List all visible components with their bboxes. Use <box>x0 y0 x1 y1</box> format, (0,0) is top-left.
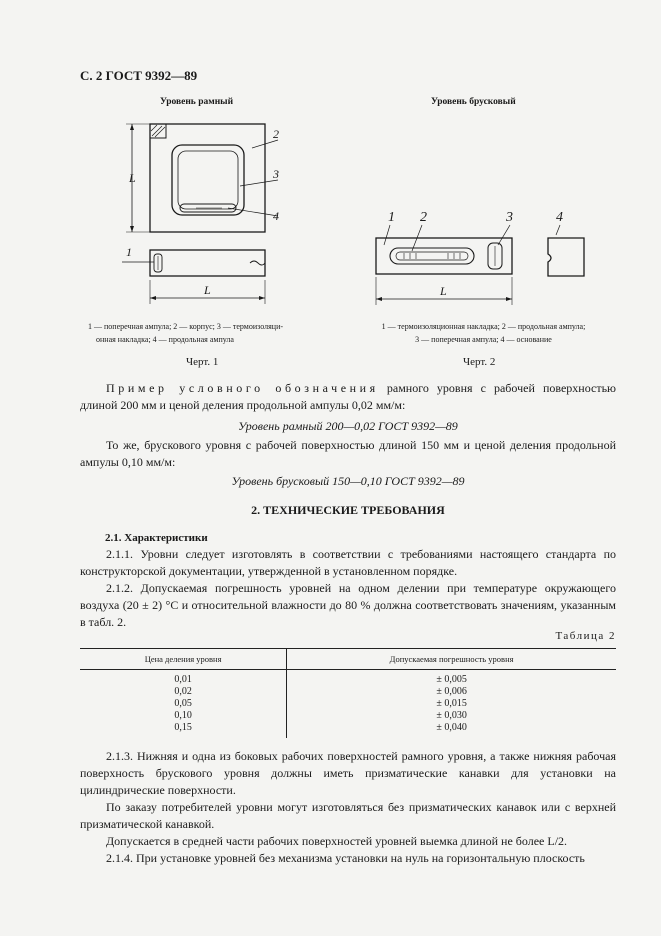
para-2-1-2: 2.1.2. Допускаемая погрешность уровней на одном делении при температуре окружающего воздуха (20 ± 2) °С и относительной влажности до 80 % должна соответствовать значениям, указанным в табл. 2. <box>80 581 616 629</box>
table-2 <box>80 648 616 738</box>
figure1-dim-vertical: L <box>129 171 136 185</box>
figure2-caption: 1 — термоизоляционная накладка; 2 — продольная ампула; 3 — поперечная ампула; 4 — основание <box>381 322 586 344</box>
figure2-drawing <box>360 205 605 315</box>
table-row: 0,02 ± 0,006 <box>80 686 616 698</box>
figure1-callout-2: 2 <box>273 127 279 141</box>
figure1-label: Черт. 1 <box>186 356 219 368</box>
designation-bar: Уровень брусковый 150—0,10 ГОСТ 9392—89 <box>231 474 465 488</box>
section-title: 2. ТЕХНИЧЕСКИЕ ТРЕБОВАНИЯ <box>251 503 445 517</box>
table-header-division: Цена деления уровня <box>80 649 287 670</box>
para-2-1-1: 2.1.1. Уровни следует изготовлять в соответствии с требованиями настоящего стандарта по конструкторской документации, утвержденной в установленном порядке. <box>80 547 616 578</box>
table-row: 0,05 ± 0,015 <box>80 698 616 710</box>
figure2-callout-1: 1 <box>388 210 395 225</box>
bar-end-view <box>548 238 584 276</box>
page-header: С. 2 ГОСТ 9392—89 <box>80 68 198 83</box>
section-body <box>80 546 616 631</box>
frame-body-outline <box>150 124 265 232</box>
after-table-body <box>80 748 616 867</box>
example-paragraph-2: То же, брускового уровня с рабочей поверхностью длиной 150 мм и ценой деления продольной ампулы 0,10 мм/м: <box>80 438 616 469</box>
table-row: 0,15 ± 0,040 <box>80 722 616 738</box>
example-paragraph: Пример условного обозначения рамного уровня с рабочей поверхностью длиной 200 мм и ценой деления продольной ампулы 0,02 мм/м: <box>80 381 617 412</box>
subsection-title: 2.1. Характеристики <box>105 532 208 544</box>
figure2-callout-4: 4 <box>556 210 563 225</box>
figure1-drawing <box>110 112 290 317</box>
figure1-callout-1: 1 <box>126 245 132 259</box>
para-2-1-3: 2.1.3. Нижняя и одна из боковых рабочих поверхностей рамного уровня, а также нижняя рабочая поверхность брускового уровня должны иметь призматические канавки для установки на цилиндрические поверхности. <box>80 749 616 797</box>
figure1-caption: 1 — поперечная ампула; 2 — корпус; 3 — термоизоляци- онная накладка; 4 — продольная ампула <box>88 322 284 344</box>
para-allow: Допускается в средней части рабочих поверхностей уровней выемка длиной не более L/2. <box>106 834 568 848</box>
figure2-title: Уровень брусковый <box>431 97 516 107</box>
table-row: 0,10 ± 0,030 <box>80 710 616 722</box>
bar-longitudinal-vial <box>390 248 474 264</box>
figure2-label: Черт. 2 <box>463 356 496 368</box>
example-lead: Пример условного обозначения <box>106 381 379 395</box>
table-header-error: Допускаемая погрешность уровня <box>287 649 616 670</box>
frame-insulation <box>178 151 238 209</box>
figure1-dim-horizontal: L <box>204 283 211 297</box>
designation-frame: Уровень рамный 200—0,02 ГОСТ 9392—89 <box>238 419 458 433</box>
para-order: По заказу потребителей уровни могут изготовляться без призматических канавок или с верхней призматической канавкой. <box>80 800 616 831</box>
figure2-dim-horizontal: L <box>440 284 447 298</box>
figure2-callout-3: 3 <box>506 210 513 225</box>
para-2-1-4: 2.1.4. При установке уровней без механизма установки на нуль на горизонтальную плоскость <box>106 851 585 865</box>
figure2-callout-2: 2 <box>420 210 427 225</box>
table-row: 0,01 ± 0,005 <box>80 670 616 687</box>
figure1-callout-3: 3 <box>273 167 279 181</box>
figure1-title: Уровень рамный <box>160 97 234 107</box>
table-label: Таблица 2 <box>555 630 616 642</box>
frame-bottom-view <box>150 250 265 276</box>
figure1-callout-4: 4 <box>273 209 279 223</box>
